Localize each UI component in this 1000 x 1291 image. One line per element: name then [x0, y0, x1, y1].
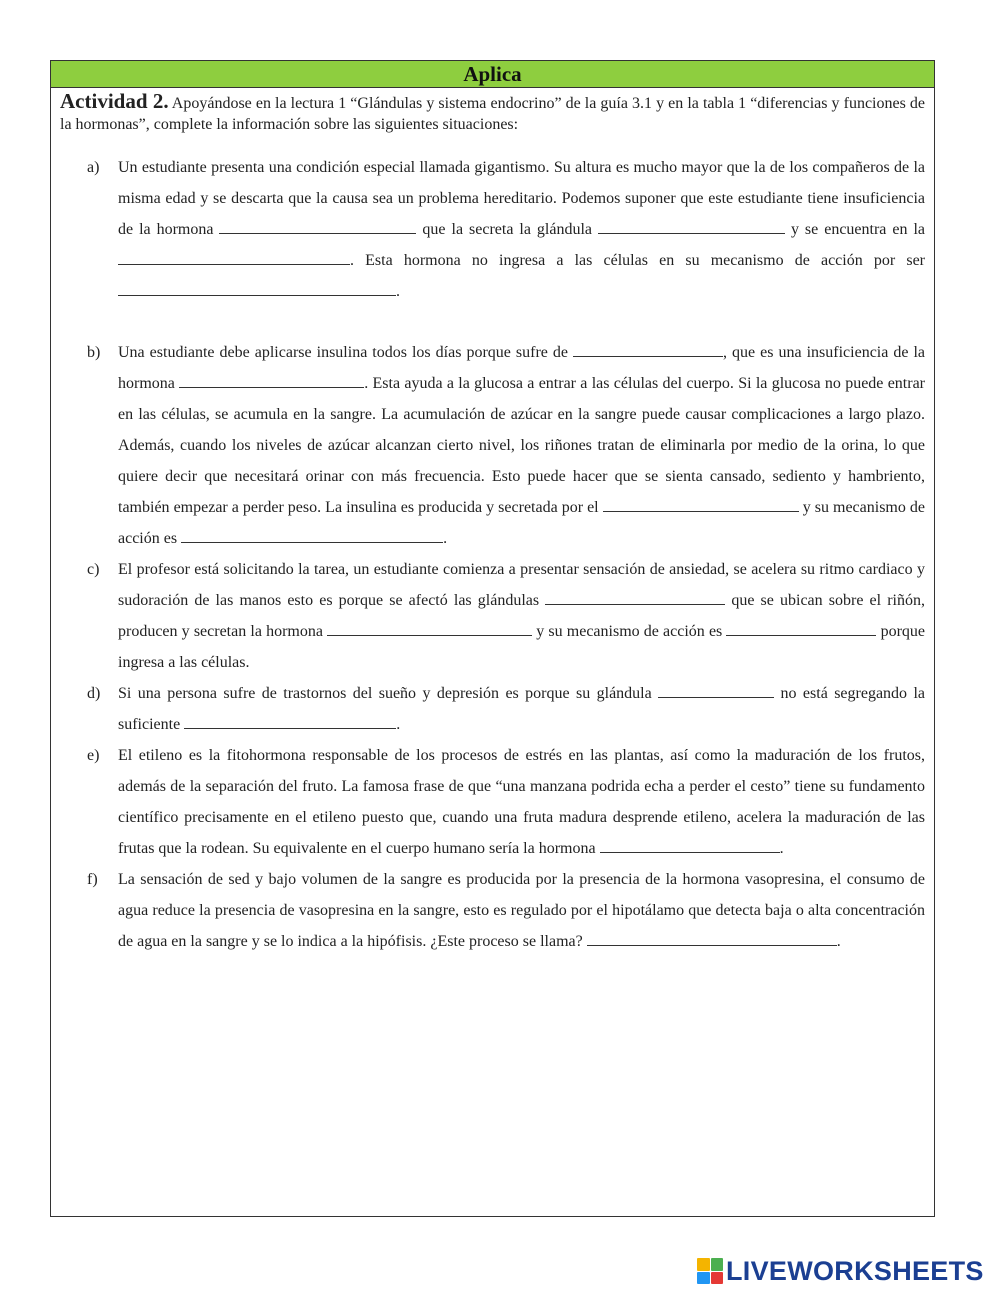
- question-text: y su mecanismo de acción es: [118, 499, 925, 547]
- activity-intro: [51, 88, 934, 135]
- question-text: Un estudiante presenta una condición especial llamada gigantismo. Su altura es mucho mayor que la de los compañeros de la misma edad y se descarta que la causa sea un problema hereditario. Podemos suponer que este estudiante tiene insuficiencia de la hormona: [118, 159, 925, 238]
- question-text: El profesor está solicitando la tarea, un estudiante comienza a presentar sensación de ansiedad, se acelera su ritmo cardiaco y sudoración de las manos esto es porque se afectó las glándulas: [118, 561, 925, 609]
- question-d: [51, 678, 925, 740]
- question-text: .: [836, 933, 841, 950]
- section-title: Aplica: [463, 62, 522, 86]
- answer-blank-a3[interactable]: [118, 246, 350, 265]
- question-text: .: [396, 716, 401, 733]
- answer-blank-b3[interactable]: [603, 493, 799, 512]
- question-f: [51, 864, 925, 957]
- answer-blank-c2[interactable]: [327, 617, 532, 636]
- question-text: que se ubican sobre el riñón, producen y secretan la hormona: [118, 592, 925, 640]
- question-text: Si una persona sufre de trastornos del sueño y depresión es porque su glándula: [118, 685, 659, 702]
- question-e: [51, 740, 925, 864]
- question-label: b): [87, 344, 101, 361]
- question-text: y su mecanismo de acción es: [532, 623, 727, 640]
- question-list: [51, 152, 934, 957]
- answer-blank-a4[interactable]: [118, 277, 396, 296]
- question-label: f): [87, 871, 98, 888]
- question-text: , que es una insuficiencia de la hormona: [118, 344, 926, 392]
- answer-blank-e1[interactable]: [600, 834, 780, 853]
- liveworksheets-logo-icon: [697, 1258, 723, 1284]
- section-header: [51, 61, 934, 88]
- question-text: .: [443, 530, 448, 547]
- answer-blank-b4[interactable]: [181, 524, 443, 543]
- question-text: La sensación de sed y bajo volumen de la sangre es producida por la presencia de la hormona vasopresina, el consumo de agua reduce la presencia de vasopresina en la sangre, esto es regulado por el hipotálamo que detecta baja o alta concentración de agua en la sangre y se lo indica a la hipófisis. ¿Este proceso se llama?: [118, 871, 925, 950]
- activity-title: Actividad 2.: [60, 89, 169, 113]
- question-label: d): [87, 685, 101, 702]
- question-text: .: [779, 840, 784, 857]
- question-label: e): [87, 747, 100, 764]
- answer-blank-b1[interactable]: [573, 338, 723, 357]
- question-text: Una estudiante debe aplicarse insulina todos los días porque sufre de: [118, 344, 574, 361]
- question-label: c): [87, 561, 100, 578]
- liveworksheets-watermark[interactable]: [697, 1257, 984, 1285]
- question-text: . Esta hormona no ingresa a las células en su mecanismo de acción por ser: [350, 252, 925, 269]
- watermark-text: LIVEWORKSHEETS: [726, 1255, 984, 1286]
- question-c: [51, 554, 925, 678]
- answer-blank-b2[interactable]: [179, 369, 364, 388]
- answer-blank-f1[interactable]: [587, 927, 837, 946]
- answer-blank-d2[interactable]: [184, 710, 396, 729]
- question-a: [51, 152, 925, 307]
- question-text: .: [396, 283, 400, 300]
- question-text: porque ingresa a las células.: [118, 623, 925, 671]
- answer-blank-a2[interactable]: [598, 215, 785, 234]
- question-b: [51, 337, 925, 554]
- question-text: . Esta ayuda a la glucosa a entrar a las células del cuerpo. Si la glucosa no puede entrar en las células, se acumula en la sangre. La acumulación de azúcar en la sangre puede causar complicaciones a largo plazo. Además, cuando los niveles de azúcar alcanzan cierto nivel, los riñones tratan de eliminarla por medio de la orina, lo que quiere decir que necesitará orinar con más frecuencia. Esto puede hacer que se sienta cansado, sediento y hambriento, también empezar a perder peso. La insulina es producida y secretada por el: [118, 375, 926, 516]
- question-text: que la secreta la glándula: [416, 221, 598, 238]
- answer-blank-c3[interactable]: [726, 617, 876, 636]
- question-text: El etileno es la fitohormona responsable de los procesos de estrés en las plantas, así como la maduración de los frutos, además de la separación del fruto. La famosa frase de que “una manzana podrida echa a perder el cesto” tiene su fundamento científico precisamente en el etileno puesto que, cuando una fruta madura desprende etileno, acelera la maduración de las frutas que la rodean. Su equivalente en el cuerpo humano sería la hormona: [118, 747, 925, 857]
- question-text: no está segregando la suficiente: [118, 685, 925, 733]
- answer-blank-d1[interactable]: [658, 679, 774, 698]
- worksheet-frame: [50, 60, 935, 1217]
- answer-blank-a1[interactable]: [219, 215, 416, 234]
- question-text: y se encuentra en la: [784, 221, 926, 238]
- activity-instructions: Apoyándose en la lectura 1 “Glándulas y sistema endocrino” de la guía 3.1 y en la tabla 1 “diferencias y funciones de la hormonas”, complete la información sobre las siguientes situaciones:: [60, 95, 925, 133]
- question-label: a): [87, 159, 100, 176]
- answer-blank-c1[interactable]: [545, 586, 725, 605]
